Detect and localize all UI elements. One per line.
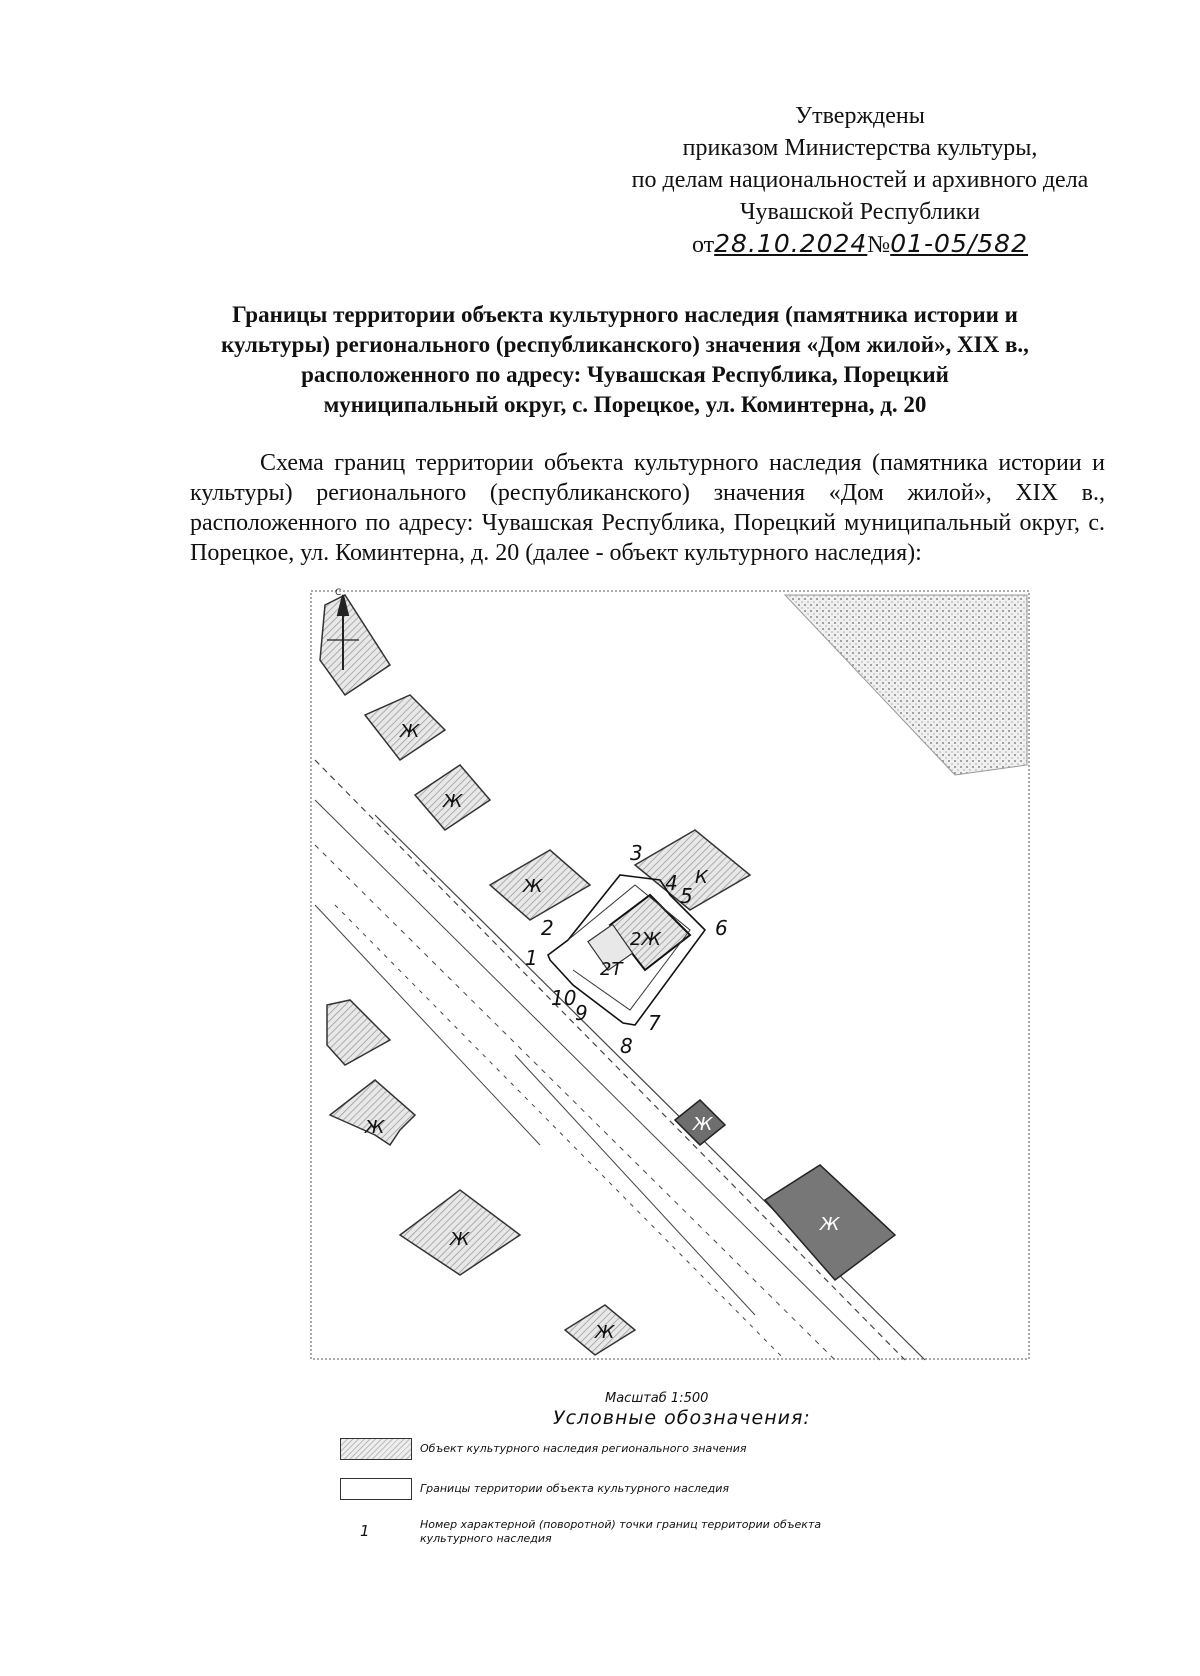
label-building-3: Ж [523,876,543,897]
compass-north-label: С [335,588,342,598]
label-building-dark-1: Ж [693,1114,713,1135]
label-heritage-annex: 2Т [600,959,623,980]
scheme-description: Схема границ территории объекта культурного наследия (памятника истории и культуры) регионального (республиканского) значения «Дом жилой», XIX в., расположенного по адресу: Чувашская Республика, Порецкий муниципальный округ, с. Порецкое, ул. Коминтерна, д. 20 (далее - объект культурного наследия): [190,450,1105,566]
point-6: 6 [715,916,728,940]
label-k: К [695,867,708,888]
point-1: 1 [525,946,538,970]
number-value: 01-05/582 [890,229,1028,258]
approval-line-4: Чувашской Республики [739,199,981,225]
point-3: 3 [630,841,643,865]
label-heritage-building: 2Ж [630,929,661,950]
label-building-2: Ж [443,791,463,812]
label-building-5: Ж [365,1117,385,1138]
point-9: 9 [575,1001,588,1025]
date-value: 28.10.2024 [714,229,868,258]
legend-title: Условные обозначения: [553,1407,811,1429]
legend-point-symbol: 1 [360,1522,370,1540]
label-building-6: Ж [450,1229,470,1250]
point-10: 10 [551,986,577,1010]
legend-swatch-heritage [340,1438,412,1460]
building-compass [320,595,390,695]
document-title [150,300,1100,420]
approval-date-line [600,228,1120,264]
map-scale: Масштаб 1:500 [605,1391,709,1406]
title-line-4: муниципальный округ, с. Порецкое, ул. Коминтерна, д. 20 [323,392,927,417]
legend-label-boundary: Границы территории объекта культурного наследия [420,1482,730,1495]
title-line-3: расположенного по адресу: Чувашская Республика, Порецкий [301,362,949,387]
date-prefix: от [691,232,715,258]
label-building-7: Ж [595,1322,615,1343]
approval-line-2: приказом Министерства культуры, [682,135,1038,161]
building-4 [327,1000,390,1065]
legend-label-heritage: Объект культурного наследия регионального значения [420,1442,747,1455]
legend-label-point: Номер характерной (поворотной) точки границ территории объекта культурного наследия [420,1518,822,1545]
point-7: 7 [648,1011,661,1035]
title-line-2: культуры) регионального (республиканского) значения «Дом жилой», XIX в., [221,332,1029,357]
dotted-area [785,595,1027,775]
label-building-1: Ж [400,721,420,742]
number-sign: № [867,232,891,258]
point-4: 4 [665,871,678,895]
title-line-1: Границы территории объекта культурного наследия (памятника истории и [232,302,1018,327]
boundary-map [305,585,1035,1365]
point-8: 8 [620,1034,633,1058]
point-5: 5 [680,884,693,908]
legend-swatch-boundary [340,1478,412,1500]
label-building-dark-2: Ж [820,1214,840,1235]
approval-line-1: Утверждены [795,103,925,129]
approval-line-3: по делам национальностей и архивного дела [631,167,1089,193]
approval-block [600,100,1120,264]
buildings [327,695,750,1355]
point-2: 2 [541,916,554,940]
